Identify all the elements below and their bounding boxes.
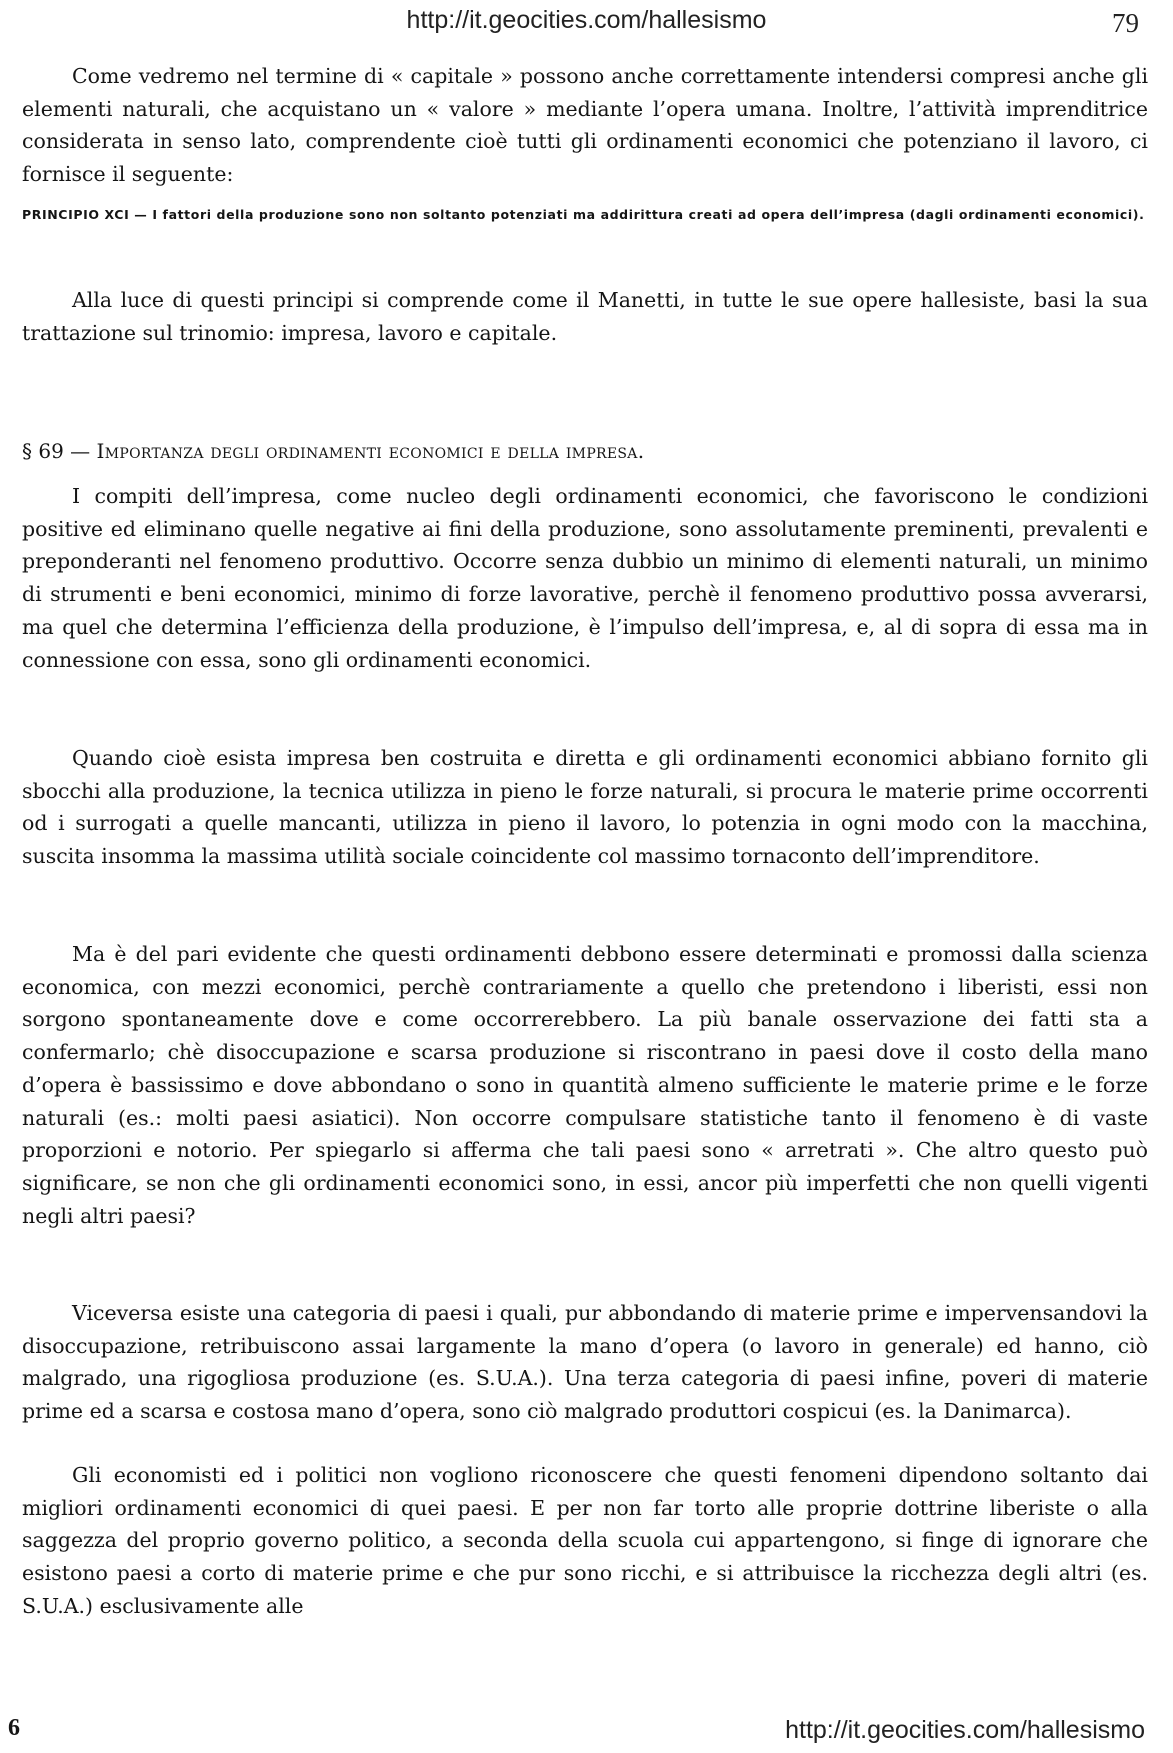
paragraph-economisti: Gli economisti ed i politici non vogliono riconoscere che questi fenomeni dipendono soltanto dai migliori ordinamenti economici di quei paesi. E per non far torto alle proprie dottrine liberiste o alla saggezza del proprio governo politico, a seconda della scuola cui appartengono, si finge di ignorare che esistono paesi a corto di materie prime e che pur sono ricchi, e si attribuisce la ricchezza degli altri (es. S.U.A.) esclusivamente alle xyxy=(22,1463,1148,1618)
section-title: Importanza degli ordinamenti economici e della impresa. xyxy=(96,439,645,463)
paragraph-intro: Come vedremo nel termine di « capitale » possono anche correttamente intendersi compresi anche gli elementi naturali, che acquistano un « valore » mediante l’opera umana. Inoltre, l’attività imprenditrice considerata in senso lato, comprendente cioè tutti gli ordinamenti economici che potenziano il lavoro, ci fornisce il seguente: xyxy=(22,64,1148,187)
paragraph-manetti: Alla luce di questi principi si comprende come il Manetti, in tutte le sue opere hallesiste, basi la sua trattazione sul trinomio: impresa, lavoro e capitale. xyxy=(22,288,1148,345)
footer-url: http://it.geocities.com/hallesismo xyxy=(785,1716,1145,1744)
footer-number: 6 xyxy=(8,1715,20,1741)
paragraph-quando: Quando cioè esista impresa ben costruita e diretta e gli ordinamenti economici abbiano fornito gli sbocchi alla produzione, la tecnica utilizza in pieno le forze naturali, si procura le materie prime occorrenti od i surrogati a quelle mancanti, utilizza in pieno il lavoro, lo potenzia in ogni modo con la macchina, suscita insomma la massima utilità sociale coincidente col massimo tornaconto dell’imprenditore. xyxy=(22,746,1148,869)
section-heading xyxy=(22,439,644,463)
paragraph-ma: Ma è del pari evidente che questi ordinamenti debbono essere determinati e promossi dalla scienza economica, con mezzi economici, perchè contrariamente a quello che pretendono i liberisti, essi non sorgono spontaneamente dove e come occorrerebbero. La più banale osservazione dei fatti sta a confermarlo; chè disoccupazione e scarsa produzione si riscontrano in paesi dove il costo della mano d’opera è bassissimo e dove abbondano o sono in quantità almeno sufficiente le materie prime e le forze naturali (es.: molti paesi asiatici). Non occorre compulsare statistiche tanto il fenomeno è di vaste proporzioni e notorio. Per spiegarlo si afferma che tali paesi sono « arretrati ». Che altro questo può significare, se non che gli ordinamenti economici sono, in essi, ancor più imperfetti che non quelli vigenti negli altri paesi? xyxy=(22,942,1148,1228)
section-number: § 69 — xyxy=(22,439,91,463)
principle-xci: PRINCIPIO XCI — I fattori della produzione sono non soltanto potenziati ma addirittura creati ad opera dell’impresa (dagli ordinamenti economici). xyxy=(22,207,1145,222)
paragraph-compiti: I compiti dell’impresa, come nucleo degli ordinamenti economici, che favoriscono le condizioni positive ed eliminano quelle negative ai fini della produzione, sono assolutamente preminenti, prevalenti e preponderanti nel fenomeno produttivo. Occorre senza dubbio un minimo di elementi naturali, un minimo di strumenti e beni economici, minimo di forze lavorative, perchè il fenomeno produttivo possa avverarsi, ma quel che determina l’efficienza della produzione, è l’impulso dell’impresa, e, al di sopra di essa ma in connessione con essa, sono gli ordinamenti economici. xyxy=(22,484,1148,672)
header-url: http://it.geocities.com/hallesismo xyxy=(406,6,767,34)
page-number: 79 xyxy=(1112,8,1139,38)
paragraph-viceversa: Viceversa esiste una categoria di paesi i quali, pur abbondando di materie prime e impervensandovi la disoccupazione, retribuiscono assai largamente la mano d’opera (o lavoro in generale) ed hanno, ciò malgrado, una rigogliosa produzione (es. S.U.A.). Una terza categoria di paesi infine, poveri di materie prime ed a scarsa e costosa mano d’opera, sono ciò malgrado produttori cospicui (es. la Danimarca). xyxy=(22,1301,1148,1424)
